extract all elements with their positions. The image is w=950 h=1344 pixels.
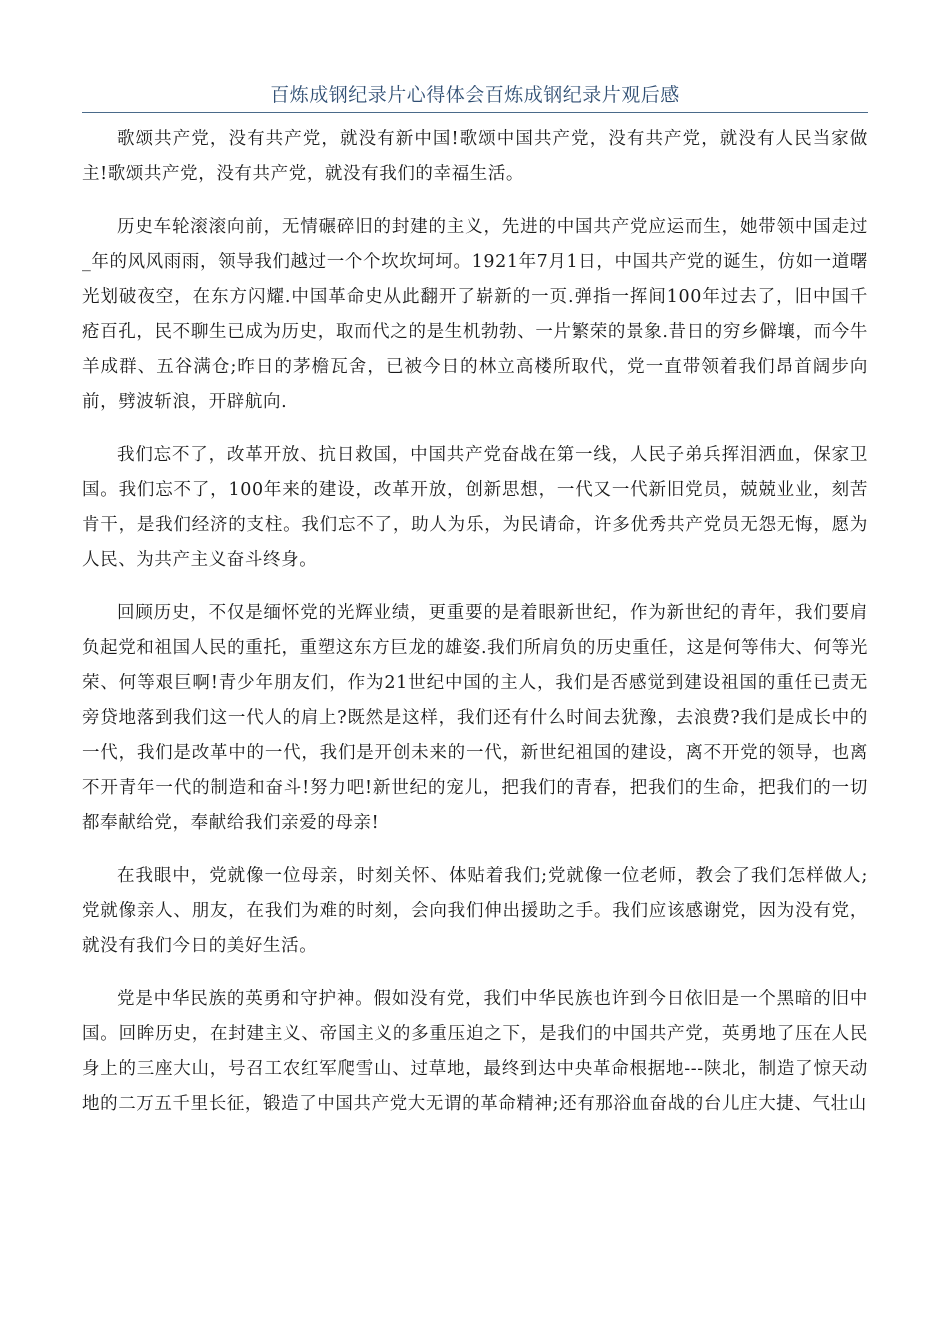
paragraph: 在我眼中，党就像一位母亲，时刻关怀、体贴着我们;党就像一位老师，教会了我们怎样做人;党就像亲人、朋友，在我们为难的时刻，会向我们伸出援助之手。我们应该感谢党，因为没有党，就没有我们今日的美好生活。: [82, 866, 868, 956]
paragraph: 历史车轮滚滚向前，无情碾碎旧的封建的主义，先进的中国共产党应运而生，她带领中国走过_年的风风雨雨，领导我们越过一个个坎坎坷坷。1921年7月1日，中国共产党的诞生，仿如一道曙光划破夜空，在东方闪耀.中国革命史从此翻开了崭新的一页.弹指一挥间100年过去了，旧中国千疮百孔，民不聊生已成为历史，取而代之的是生机勃勃、一片繁荣的景象.昔日的穷乡僻壤，而今牛羊成群、五谷满仓;昨日的茅檐瓦舍，已被今日的林立高楼所取代，党一直带领着我们昂首阔步向前，劈波斩浪，开辟航向.: [82, 217, 868, 412]
page-header: [82, 80, 868, 113]
paragraph: 我们忘不了，改革开放、抗日救国，中国共产党奋战在第一线，人民子弟兵挥泪洒血，保家卫国。我们忘不了，100年来的建设，改革开放，创新思想，一代又一代新旧党员，兢兢业业，刻苦肯干，是我们经济的支柱。我们忘不了，助人为乐，为民请命，许多优秀共产党员无怨无悔，愿为人民、为共产主义奋斗终身。: [82, 445, 868, 570]
paragraph: 歌颂共产党，没有共产党，就没有新中国!歌颂中国共产党，没有共产党，就没有人民当家做主!歌颂共产党，没有共产党，就没有我们的幸福生活。: [82, 129, 868, 184]
paragraph: 党是中华民族的英勇和守护神。假如没有党，我们中华民族也许到今日依旧是一个黑暗的旧中国。回眸历史，在封建主义、帝国主义的多重压迫之下，是我们的中国共产党，英勇地了压在人民身上的三座大山，号召工农红军爬雪山、过草地，最终到达中央革命根据地---陕北，制造了惊天动地的二万五千里长征，锻造了中国共产党大无谓的革命精神;还有那浴血奋战的台儿庄大捷、气壮山: [82, 989, 868, 1114]
document-body: [82, 122, 868, 1140]
header-title: 百炼成钢纪录片心得体会百炼成钢纪录片观后感: [270, 84, 680, 106]
paragraph: 回顾历史，不仅是缅怀党的光辉业绩，更重要的是着眼新世纪，作为新世纪的青年，我们要肩负起党和祖国人民的重托，重塑这东方巨龙的雄姿.我们所肩负的历史重任，这是何等伟大、何等光荣、何等艰巨啊!青少年朋友们，作为21世纪中国的主人，我们是否感觉到建设祖国的重任已责无旁贷地落到我们这一代人的肩上?既然是这样，我们还有什么时间去犹豫，去浪费?我们是成长中的一代，我们是改革中的一代，我们是开创未来的一代，新世纪祖国的建设，离不开党的领导，也离不开青年一代的制造和奋斗!努力吧!新世纪的宠儿，把我们的青春，把我们的生命，把我们的一切都奉献给党，奉献给我们亲爱的母亲!: [82, 603, 868, 833]
